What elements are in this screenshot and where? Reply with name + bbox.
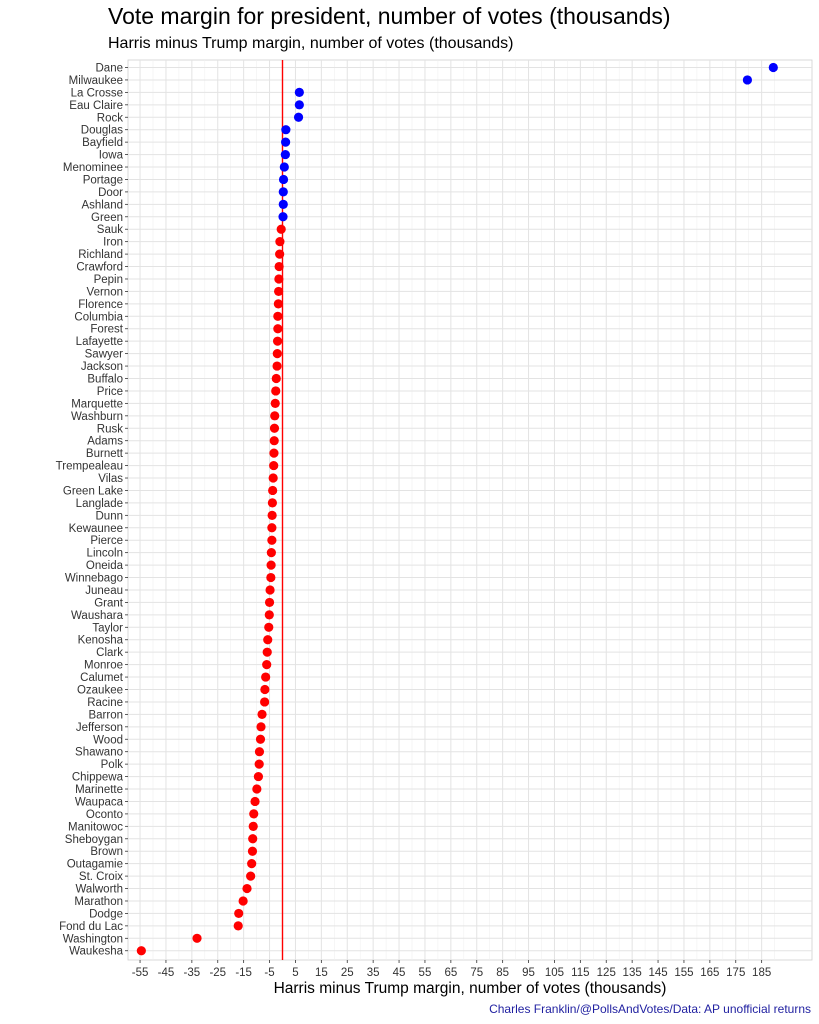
data-point [263, 648, 272, 657]
y-tick-label: Pierce [90, 535, 123, 548]
x-tick-label: 15 [314, 967, 328, 979]
y-tick-label: Kenosha [77, 634, 123, 647]
data-point [281, 125, 290, 134]
y-tick-label: Waupaca [74, 796, 123, 809]
data-point [265, 598, 274, 607]
chart-subtitle: Harris minus Trump margin, number of votes (thousands) [108, 35, 514, 52]
data-point [257, 710, 266, 719]
y-tick-label: Grant [94, 597, 123, 610]
data-point [268, 498, 277, 507]
y-tick-label: Monroe [84, 659, 123, 672]
y-tick-label: Crawford [76, 261, 123, 274]
data-point [743, 75, 752, 84]
data-point [256, 735, 265, 744]
y-tick-label: Ashland [81, 199, 123, 212]
data-point [254, 772, 263, 781]
y-tick-label: Clark [96, 647, 123, 660]
data-point [269, 449, 278, 458]
data-point [247, 859, 256, 868]
y-tick-label: Richland [78, 249, 123, 262]
y-tick-label: Wood [93, 734, 123, 747]
x-tick-label: -35 [183, 967, 201, 979]
x-tick-label: 105 [544, 967, 565, 979]
data-point [273, 312, 282, 321]
y-tick-label: Racine [87, 696, 123, 709]
data-point [252, 784, 261, 793]
x-tick-label: 75 [470, 967, 484, 979]
y-tick-label: Milwaukee [68, 74, 123, 87]
x-tick-label: 135 [622, 967, 642, 979]
y-tick-label: Forest [90, 323, 123, 336]
y-tick-label: Sauk [96, 224, 123, 237]
data-point [272, 361, 281, 370]
y-tick-label: Shawano [75, 746, 123, 759]
y-tick-label: Buffalo [87, 373, 123, 386]
data-point [264, 623, 273, 632]
y-tick-label: Menominee [62, 162, 123, 175]
data-point [278, 212, 287, 221]
y-tick-label: Douglas [80, 124, 123, 137]
y-tick-label: Iowa [98, 149, 123, 162]
y-tick-label: Calumet [80, 672, 123, 685]
data-point [255, 747, 264, 756]
data-point [275, 250, 284, 259]
data-point [267, 523, 276, 532]
x-tick-label: 45 [392, 967, 406, 979]
y-tick-label: Dunn [95, 510, 123, 523]
y-tick-label: Outagamie [66, 858, 123, 871]
x-tick-label: 35 [366, 967, 380, 979]
y-tick-label: Portage [82, 174, 123, 187]
y-tick-label: Winnebago [64, 572, 123, 585]
data-point [266, 573, 275, 582]
y-tick-label: Adams [87, 435, 123, 448]
y-tick-label: Marinette [75, 784, 123, 797]
data-point [137, 946, 146, 955]
y-tick-label: Florence [78, 298, 123, 311]
y-tick-label: Green Lake [62, 485, 123, 498]
data-point [242, 884, 251, 893]
data-point [265, 610, 274, 619]
data-point [192, 934, 201, 943]
data-point [249, 809, 258, 818]
y-tick-label: Fond du Lac [59, 920, 123, 933]
x-tick-label: -45 [157, 967, 175, 979]
y-tick-label: Oneida [85, 560, 123, 573]
y-tick-label: Jackson [80, 361, 123, 374]
y-tick-label: Barron [88, 709, 123, 722]
y-tick-label: Langlade [75, 497, 123, 510]
y-tick-label: Chippewa [71, 771, 123, 784]
y-tick-label: Polk [100, 759, 123, 772]
data-point [234, 909, 243, 918]
data-point [280, 162, 289, 171]
y-tick-label: Dodge [89, 908, 123, 921]
y-tick-label: Sheboygan [64, 833, 123, 846]
data-point [256, 722, 265, 731]
x-tick-label: 65 [444, 967, 458, 979]
y-tick-label: Kewaunee [68, 522, 123, 535]
data-point [267, 536, 276, 545]
x-tick-label: -25 [209, 967, 227, 979]
data-point [234, 921, 243, 930]
data-point [239, 896, 248, 905]
y-tick-label: Waukesha [69, 945, 123, 958]
data-point [274, 299, 283, 308]
data-point [267, 548, 276, 557]
y-tick-label: Vernon [86, 286, 123, 299]
data-point [295, 88, 304, 97]
y-tick-label: La Crosse [70, 87, 123, 100]
data-point [260, 685, 269, 694]
y-tick-label: Rock [96, 112, 123, 125]
data-point [274, 287, 283, 296]
x-tick-label: 25 [340, 967, 354, 979]
x-tick-label: 165 [700, 967, 720, 979]
y-tick-label: Walworth [75, 883, 123, 896]
x-tick-label: 55 [418, 967, 432, 979]
y-tick-label: Burnett [85, 448, 123, 461]
data-point [272, 374, 281, 383]
data-point [277, 225, 286, 234]
y-tick-label: Ozaukee [76, 684, 123, 697]
y-tick-label: Door [98, 186, 123, 199]
data-point [275, 262, 284, 271]
data-point [270, 411, 279, 420]
y-tick-label: Washington [62, 933, 123, 946]
x-tick-label: 95 [522, 967, 535, 979]
data-point [275, 237, 284, 246]
data-point [248, 847, 257, 856]
data-point [271, 386, 280, 395]
data-point [270, 436, 279, 445]
data-point [274, 274, 283, 283]
y-tick-label: Dane [95, 62, 123, 75]
y-tick-label: Pepin [93, 273, 123, 286]
y-tick-label: Juneau [85, 584, 123, 597]
y-tick-label: Bayfield [82, 137, 123, 150]
x-axis-ticks [132, 960, 772, 979]
y-tick-label: Eau Claire [69, 99, 123, 112]
data-point [295, 100, 304, 109]
x-tick-label: -15 [235, 967, 252, 979]
data-point [269, 473, 278, 482]
y-tick-label: Marathon [74, 895, 123, 908]
data-point [255, 760, 264, 769]
data-point [260, 697, 269, 706]
x-tick-label: 115 [571, 967, 590, 979]
y-tick-label: Trempealeau [55, 460, 123, 473]
x-tick-label: -55 [131, 967, 149, 979]
y-tick-label: Vilas [98, 473, 123, 486]
data-point [279, 187, 288, 196]
data-point [279, 175, 288, 184]
data-point [273, 337, 282, 346]
y-tick-label: Iron [103, 236, 123, 249]
y-tick-label: Waushara [71, 609, 123, 622]
y-tick-label: Lincoln [86, 547, 123, 560]
data-point [263, 635, 272, 644]
y-tick-label: Green [91, 211, 123, 224]
data-point [249, 822, 258, 831]
data-point [265, 585, 274, 594]
x-tick-label: 125 [596, 967, 616, 979]
x-tick-label: 175 [726, 967, 746, 979]
y-axis-labels [56, 63, 128, 958]
data-point [268, 486, 277, 495]
data-point [273, 349, 282, 358]
data-point [262, 660, 271, 669]
x-tick-label: 5 [292, 967, 299, 979]
data-point [281, 150, 290, 159]
x-axis-title: Harris minus Trump margin, number of votes (thousands) [273, 980, 667, 997]
data-point [246, 872, 255, 881]
x-tick-label: -5 [264, 967, 275, 979]
data-point [294, 113, 303, 122]
data-point [270, 424, 279, 433]
x-tick-label: 155 [674, 967, 694, 979]
y-tick-label: Jefferson [75, 721, 123, 734]
data-point [248, 834, 257, 843]
data-point [268, 511, 277, 520]
y-tick-label: Washburn [71, 410, 123, 423]
data-point [769, 63, 778, 72]
data-point [279, 200, 288, 209]
chart-title: Vote margin for president, number of votes (thousands) [108, 3, 671, 29]
data-point [267, 561, 276, 570]
data-point [281, 138, 290, 147]
y-tick-label: Taylor [92, 622, 123, 635]
y-tick-label: Rusk [96, 423, 123, 436]
y-tick-label: Sawyer [84, 348, 123, 361]
y-tick-label: Brown [90, 846, 123, 859]
data-point [273, 324, 282, 333]
y-tick-label: Oconto [85, 808, 123, 821]
data-point [261, 672, 270, 681]
chart-caption: Charles Franklin/@PollsAndVotes/Data: AP unofficial returns [489, 1002, 811, 1016]
data-point [269, 461, 278, 470]
y-tick-label: Price [96, 385, 123, 398]
y-tick-label: St. Croix [78, 871, 123, 884]
y-tick-label: Columbia [74, 311, 123, 324]
x-tick-label: 145 [648, 967, 668, 979]
x-tick-label: 185 [752, 967, 772, 979]
y-tick-label: Manitowoc [68, 821, 123, 834]
y-tick-label: Marquette [71, 398, 123, 411]
x-tick-label: 85 [496, 967, 510, 979]
data-point [250, 797, 259, 806]
y-tick-label: Lafayette [75, 336, 123, 349]
data-point [271, 399, 280, 408]
